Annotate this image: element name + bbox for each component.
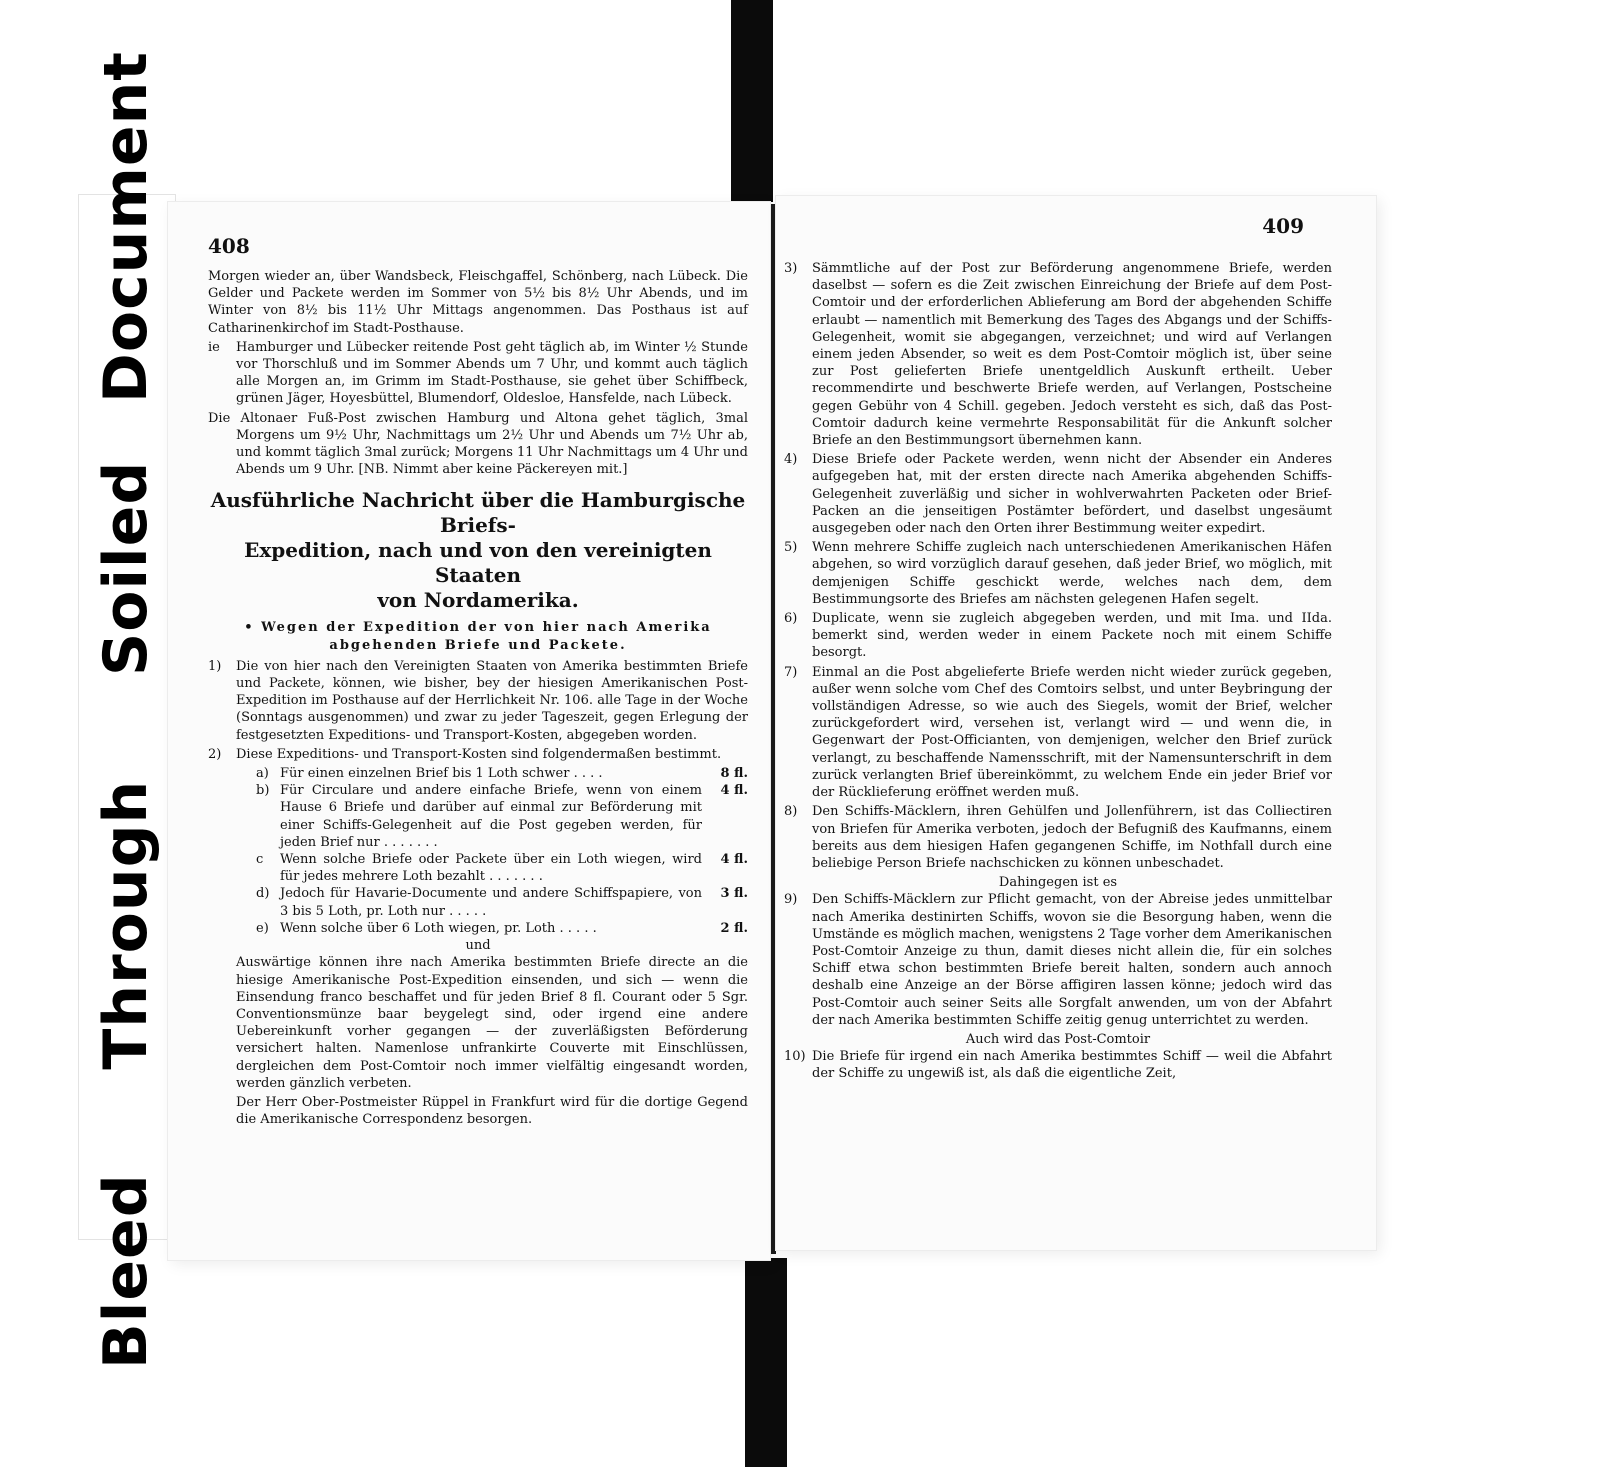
stamp-word: Document <box>91 51 161 403</box>
binding-spine-top <box>731 0 773 202</box>
numbered-paragraph <box>784 803 1332 872</box>
paragraph: Morgen wieder an, über Wandsbeck, Fleischgaffel, Schönberg, nach Lübeck. Die Gelder und Packete werden im Sommer von 5½ bis 8½ Uhr Abends, und im Winter von 8½ bis 11½ Uhr Mittags angenommen. Das Posthaus ist auf Catharinenkirchof im Stadt-Posthause. <box>208 269 748 336</box>
fee-label: b) <box>256 783 270 799</box>
fee-item <box>208 782 748 851</box>
fee-amount: 3 fl. <box>720 886 748 902</box>
paragraph-text: Duplicate, wenn sie zugleich abgegeben werden, und mit Ima. und IIda. bemerkt sind, werden weder in einem Packete noch mit einem Schiffe besorgt. <box>812 611 1332 661</box>
fee-text: Jedoch für Havarie-Documente und andere Schiffspapiere, von 3 bis 5 Loth, pr. Loth nur . . . . . <box>280 886 702 919</box>
left-page <box>168 202 770 1260</box>
paragraph-number: 2) <box>208 746 222 762</box>
left-text-column <box>208 268 748 1130</box>
section-heading <box>208 488 748 613</box>
right-text-column <box>784 260 1332 1085</box>
fee-amount: 2 fl. <box>720 920 748 936</box>
fee-amount: 4 fl. <box>720 852 748 868</box>
fee-label: c <box>256 852 264 868</box>
paragraph-number: 1) <box>208 658 222 674</box>
paragraph: Der Herr Ober-Postmeister Rüppel in Frankfurt wird für die dortige Gegend die Amerikanische Correspondenz besorgen. <box>236 1094 748 1128</box>
fee-item <box>208 851 748 885</box>
subheading <box>208 619 748 653</box>
heading-line: Expedition, nach und von den vereinigten Staaten <box>244 538 712 588</box>
paragraph <box>208 339 748 408</box>
fee-text: Wenn solche Briefe oder Packete über ein Loth wiegen, wird für jedes mehrere Loth bezahlt . . . . . . . <box>280 852 702 885</box>
paragraph-number: 8) <box>784 804 798 820</box>
stamp-word: Through <box>91 779 161 1070</box>
paragraph-number: 5) <box>784 540 798 556</box>
fee-item <box>208 885 748 919</box>
fee-item <box>208 920 748 937</box>
bleed-through-stamp <box>91 51 161 1369</box>
numbered-paragraph <box>784 451 1332 537</box>
numbered-paragraph <box>784 610 1332 662</box>
paragraph-number: 3) <box>784 261 798 276</box>
binding-spine-bottom <box>745 1258 787 1467</box>
paragraph-text: Den Schiffs-Mäcklern, ihren Gehülfen und Jollenführern, ist das Colliectiren von Briefen für Amerika verboten, jedoch der Befugniß des Kaufmanns, einem bereits aus dem hiesigen Hafen gegangenen Schiffe, im Nothfall durch eine beliebige Person Briefe nachschicken zu können unbeschadet. <box>812 804 1332 871</box>
paragraph: Auswärtige können ihre nach Amerika bestimmten Briefe directe an die hiesige Amerikanische Post-Expedition einsenden, und sich — wenn die Einsendung franco beschaffet und für jeden Brief 8 fl. Courant oder 5 Sgr. Conventionsmünze baar beygelegt sind, oder irgend eine andere Uebereinkunft vorher gegangen — der zuverläßigsten Beförderung versichert halten. Namenlose unfrankirte Couverte mit Einschlüssen, dergleichen dem Post-Comtoir noch immer vielfältig eingesandt worden, werden gänzlich verbeten. <box>236 955 748 1091</box>
fee-amount: 8 fl. <box>720 766 748 782</box>
stamp-word: Bleed <box>91 1173 161 1369</box>
fee-label: a) <box>256 766 269 782</box>
paragraph-number: 9) <box>784 892 798 908</box>
paragraph-text: Diese Expeditions- und Transport-Kosten sind folgendermaßen bestimmt. <box>236 746 722 762</box>
fee-amount: 4 fl. <box>720 783 748 799</box>
paragraph: Die Altonaer Fuß-Post zwischen Hamburg und Altona gehet täglich, 3mal Morgens um 9½ Uhr, Nachmittags um 2½ Uhr und Abends um 7½ Uhr ab, und kommt täglich 3mal zurück; Morgens 11 Uhr Nachmittags um 4 Uhr und Abends um 9 Uhr. [NB. Nimmt aber keine Päckereyen mit.] <box>208 410 748 478</box>
numbered-paragraph <box>784 260 1332 449</box>
stamp-word: Soiled <box>91 460 161 676</box>
connector-line: Dahingegen ist es <box>998 875 1118 891</box>
connector-word: und <box>465 938 491 954</box>
paragraph-number: 10) <box>784 1049 806 1065</box>
numbered-paragraph <box>208 658 748 744</box>
paragraph-number: 4) <box>784 452 798 468</box>
numbered-paragraph <box>784 664 1332 802</box>
subheading-line: abgehenden Briefe und Packete. <box>329 637 627 653</box>
fee-label: d) <box>256 886 270 902</box>
numbered-paragraph <box>784 891 1332 1029</box>
paragraph-text: Einmal an die Post abgelieferte Briefe werden nicht wieder zurück gegeben, außer wenn solche vom Chef des Comtoirs selbst, und unter Beybringung der vollständigen Adresse, so wie auch des Siegels, womit der Brief, welcher zurückgefordert wird, versehen ist, verlangt wird — und wenn die, in Gegenwart der Post-Officianten, von demjenigen, welcher den Brief zurück verlangt, zu beschaffende Namensschrift, mit der Namensunterschrift in dem zurück verlangten Brief übereinkömmt, zu welchem Ende ein jeder Brief vor der Rücklieferung eröffnet werden muß. <box>812 664 1332 801</box>
fee-text: Wenn solche über 6 Loth wiegen, pr. Loth . . . . . <box>280 920 597 936</box>
paragraph-number: 7) <box>784 664 798 680</box>
heading-line: von Nordamerika. <box>377 588 579 613</box>
fee-label: e) <box>256 920 269 936</box>
paragraph-text: Den Schiffs-Mäcklern zur Pflicht gemacht, von der Abreise jedes unmittelbar nach Amerika destinirten Schiffs, wovon sie die Besorgung haben, wenn die Umstände es möglich machen, wenigstens 2 Tage vorher dem Amerikanischen Post-Comtoir Anzeige zu thun, damit dieses nicht allein die, für ein solches Schiff etwa schon bestimmten Briefe bereit halten, sondern auch annoch deshalb eine Anzeige an der Börse affigiren lassen könne; jedoch wird das Post-Comtoir auch seiner Seits alle Sorgfalt anwenden, um von der Abfahrt der nach Amerika bestimmten Schiffe zeitig genug unterrichtet zu werden. <box>812 892 1332 1028</box>
heading-line: Ausführliche Nachricht über die Hamburgische Briefs- <box>210 488 746 538</box>
paragraph-label: ie <box>208 339 220 355</box>
numbered-paragraph <box>208 746 748 763</box>
connector-line: Auch wird das Post-Comtoir <box>965 1031 1151 1047</box>
paragraph-number: 6) <box>784 611 798 627</box>
paragraph-text: Die Briefe für irgend ein nach Amerika bestimmtes Schiff — weil die Abfahrt der Schiffe zu ungewiß ist, als daß die eigentliche Zeit, <box>812 1049 1332 1082</box>
page-number: 408 <box>208 234 250 258</box>
paragraph-text: Wenn mehrere Schiffe zugleich nach unterschiedenen Amerikanischen Häfen abgehen, so wird vorzüglich darauf gesehen, daß jeder Brief, wo möglich, mit demjenigen Schiffe geschickt werde, welches nach dem, dem Bestimmungsorte des Briefes am nächsten gelegenen Hafen segelt. <box>812 540 1332 607</box>
paragraph-text: Hamburger und Lübecker reitende Post geht täglich ab, im Winter ½ Stunde vor Thorschluß und im Sommer Abends um 7 Uhr, und kommt auch täglich alle Morgen an, im Grimm im Stadt-Posthause, sie gehet über Schiffbeck, grünen Jäger, Hoyesbüttel, Blumendorf, Oldesloe, Hansfelde, nach Lübeck. <box>236 339 748 407</box>
subheading-line: • Wegen der Expedition der von hier nach Amerika <box>244 620 712 636</box>
fee-item <box>208 765 748 782</box>
numbered-paragraph <box>784 539 1332 608</box>
right-page <box>776 196 1376 1250</box>
fee-text: Für Circulare und andere einfache Briefe, wenn von einem Hause 6 Briefe und darüber auf einmal zur Beförderung mit einer Schiffs-Gelegenheit auf die Post gegeben werden, für jeden Brief nur . . . . . . . <box>280 783 702 850</box>
paragraph-text: Sämmtliche auf der Post zur Beförderung angenommene Briefe, werden daselbst — sofern es die Zeit zwischen Einreichung der Briefe auf dem Post-Comtoir und der erforderlichen Ablieferung am Bord der abgehenden Schiffe erlaubt — namentlich mit Bemerkung des Tages des Abgangs und der Schiffs-Gelegenheit, womit sie abgegangen, verzeichnet; und wird auf Verlangen einem jeden Absender, so weit es dem Post-Comtoir möglich ist, über seine zur Post gelieferten Briefe unentgeldlich Auskunft ertheilt. Ueber recommendirte und beschwerte Briefe werden, auf Verlangen, Postscheine gegen Gebühr von 4 Schill. gegeben. Jedoch versteht es sich, daß das Post-Comtoir dadurch keine vermehrte Responsabilität für die Ankunft solcher Briefe an den Bestimmungsort übernehmen kann. <box>812 261 1332 449</box>
page-number: 409 <box>1262 214 1304 238</box>
fee-text: Für einen einzelnen Brief bis 1 Loth schwer . . . . <box>280 766 603 782</box>
paragraph-text: Die von hier nach den Vereinigten Staaten von Amerika bestimmten Briefe und Packete, können, wie bisher, bey der hiesigen Amerikanischen Post-Expedition im Posthause auf der Herrlichkeit Nr. 106. alle Tage in der Woche (Sonntags ausgenommen) und zwar zu jeder Tageszeit, gegen Erlegung der festgesetzten Expeditions- und Transport-Kosten, abgegeben worden. <box>236 658 748 743</box>
paragraph-text: Diese Briefe oder Packete werden, wenn nicht der Absender ein Anderes aufgegeben hat, mit der ersten directe nach Amerika abgehenden Schiffs-Gelegenheit zuverläßig und sicher in wohlverwahrten Packeten oder Brief-Packen an die jenseitigen Postämter befördert, und daselbst ungesäumt ausgegeben oder nach den Orten ihrer Bestimmung weiter expedirt. <box>812 452 1332 537</box>
numbered-paragraph <box>784 1048 1332 1082</box>
